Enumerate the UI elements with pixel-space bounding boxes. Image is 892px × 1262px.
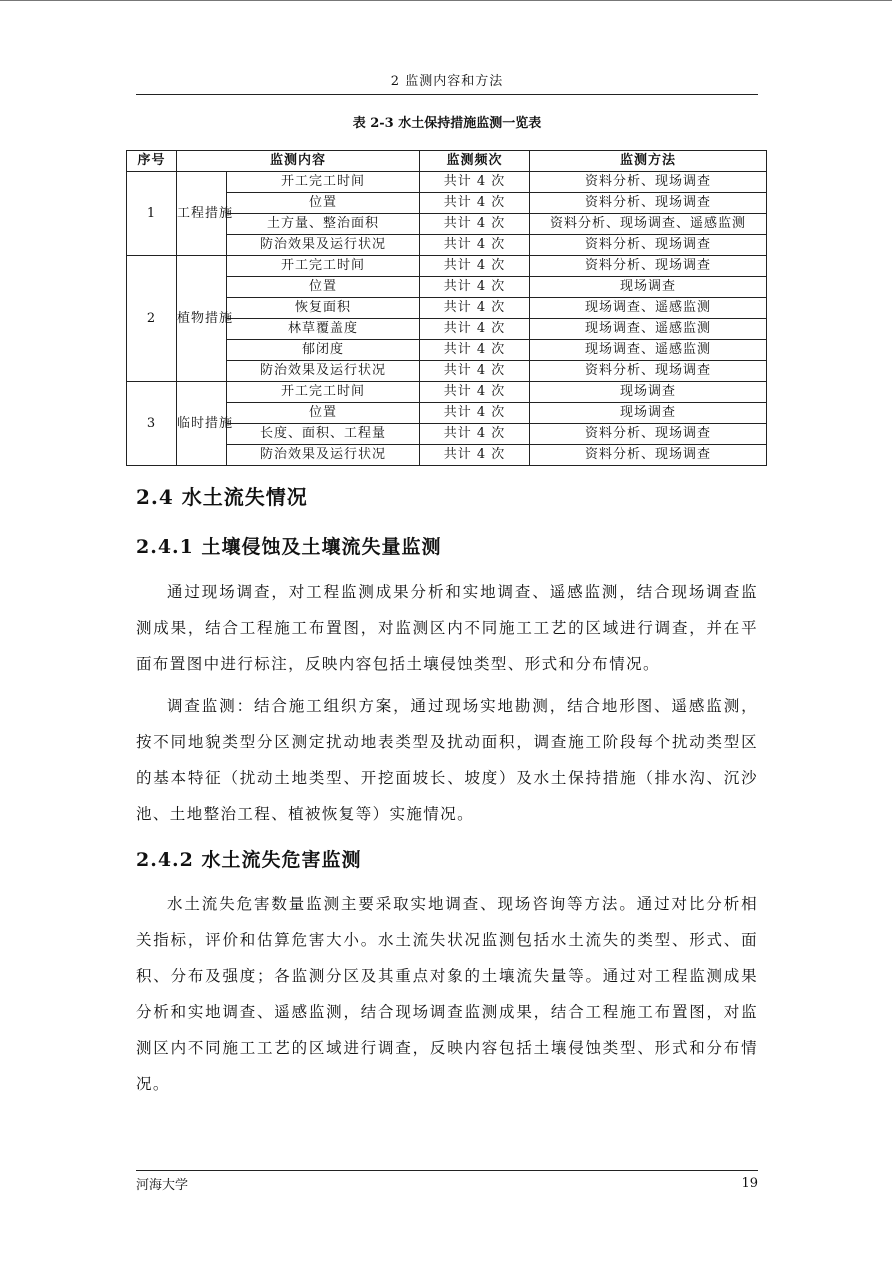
- table-caption: 表 2-3 水土保持措施监测一览表: [352, 116, 542, 131]
- section-heading-2-4-2: 2.4.2 水土流失危害监测: [136, 849, 362, 871]
- method-cell: 资料分析、现场调查: [530, 361, 767, 382]
- frequency-cell: 共计 4 次: [420, 319, 530, 340]
- table-body: [127, 172, 767, 466]
- frequency-cell: 共计 4 次: [420, 256, 530, 277]
- monitoring-table: [126, 150, 767, 466]
- group-number-cell: 1: [127, 172, 177, 256]
- content-cell: 位置: [227, 277, 420, 298]
- frequency-cell: 共计 4 次: [420, 214, 530, 235]
- method-cell: 现场调查、遥感监测: [530, 340, 767, 361]
- method-cell: 现场调查、遥感监测: [530, 298, 767, 319]
- method-cell: 资料分析、现场调查: [530, 424, 767, 445]
- paragraph-2-4-2: 水土流失危害数量监测主要采取实地调查、现场咨询等方法。通过对比分析相关指标，评价和估算危害大小。水土流失状况监测包括水土流失的类型、形式、面积、分布及强度；各监测分区及其重点对象的土壤流失量等。通过对工程监测成果分析和实地调查、遥感监测，结合现场调查监测成果，结合工程施工布置图，对监测区内不同施工工艺的区域进行调查，反映内容包括土壤侵蚀类型、形式和分布情况。: [136, 895, 758, 1093]
- frequency-cell: 共计 4 次: [420, 340, 530, 361]
- method-cell: 资料分析、现场调查: [530, 193, 767, 214]
- frequency-cell: 共计 4 次: [420, 172, 530, 193]
- column-header-no: 序号: [127, 151, 177, 172]
- frequency-cell: 共计 4 次: [420, 403, 530, 424]
- content-cell: 恢复面积: [227, 298, 420, 319]
- frequency-cell: 共计 4 次: [420, 424, 530, 445]
- content-cell: 郁闭度: [227, 340, 420, 361]
- content-cell: 土方量、整治面积: [227, 214, 420, 235]
- footer-rule: [136, 1170, 758, 1171]
- content-cell: 长度、面积、工程量: [227, 424, 420, 445]
- content-cell: 防治效果及运行状况: [227, 235, 420, 256]
- paragraph-2-4-1-b: 调查监测：结合施工组织方案，通过现场实地勘测，结合地形图、遥感监测，按不同地貌类型分区测定扰动地表类型及扰动面积，调查施工阶段每个扰动类型区的基本特征（扰动土地类型、开挖面坡长、坡度）及水土保持措施（排水沟、沉沙池、土地整治工程、植被恢复等）实施情况。: [136, 697, 758, 823]
- content-cell: 位置: [227, 193, 420, 214]
- group-number-cell: 3: [127, 382, 177, 466]
- content-cell: 林草覆盖度: [227, 319, 420, 340]
- method-cell: 现场调查: [530, 277, 767, 298]
- running-header: 2 监测内容和方法: [390, 74, 504, 89]
- content-cell: 开工完工时间: [227, 256, 420, 277]
- content-cell: 位置: [227, 403, 420, 424]
- content-cell: 防治效果及运行状况: [227, 445, 420, 466]
- method-cell: 资料分析、现场调查: [530, 445, 767, 466]
- page-top-border: [0, 0, 892, 1]
- method-cell: 资料分析、现场调查、遥感监测: [530, 214, 767, 235]
- column-header-method: 监测方法: [530, 151, 767, 172]
- frequency-cell: 共计 4 次: [420, 193, 530, 214]
- method-cell: 资料分析、现场调查: [530, 172, 767, 193]
- group-category-cell: 工程措施: [177, 172, 227, 256]
- group-category-cell: 临时措施: [177, 382, 227, 466]
- footer-institution: 河海大学: [136, 1178, 189, 1193]
- page-number: 19: [741, 1176, 758, 1191]
- content-cell: 开工完工时间: [227, 172, 420, 193]
- frequency-cell: 共计 4 次: [420, 382, 530, 403]
- header-rule: [136, 94, 758, 95]
- paragraph-2-4-1-a: 通过现场调查，对工程监测成果分析和实地调查、遥感监测，结合现场调查监测成果，结合工程施工布置图，对监测区内不同施工工艺的区域进行调查，并在平面布置图中进行标注，反映内容包括土壤侵蚀类型、形式和分布情况。: [136, 583, 758, 673]
- table-header-row: [127, 151, 767, 172]
- column-header-frequency: 监测频次: [420, 151, 530, 172]
- section-heading-2-4-1: 2.4.1 土壤侵蚀及土壤流失量监测: [136, 536, 442, 558]
- column-header-content: 监测内容: [177, 151, 420, 172]
- content-cell: 开工完工时间: [227, 382, 420, 403]
- section-heading-2-4: 2.4 水土流失情况: [136, 485, 308, 509]
- table-row: [127, 382, 767, 403]
- group-number-cell: 2: [127, 256, 177, 382]
- frequency-cell: 共计 4 次: [420, 235, 530, 256]
- content-cell: 防治效果及运行状况: [227, 361, 420, 382]
- group-category-cell: 植物措施: [177, 256, 227, 382]
- method-cell: 现场调查、遥感监测: [530, 319, 767, 340]
- table-row: [127, 172, 767, 193]
- frequency-cell: 共计 4 次: [420, 361, 530, 382]
- method-cell: 资料分析、现场调查: [530, 256, 767, 277]
- method-cell: 资料分析、现场调查: [530, 235, 767, 256]
- method-cell: 现场调查: [530, 403, 767, 424]
- table-row: [127, 256, 767, 277]
- frequency-cell: 共计 4 次: [420, 445, 530, 466]
- frequency-cell: 共计 4 次: [420, 298, 530, 319]
- frequency-cell: 共计 4 次: [420, 277, 530, 298]
- method-cell: 现场调查: [530, 382, 767, 403]
